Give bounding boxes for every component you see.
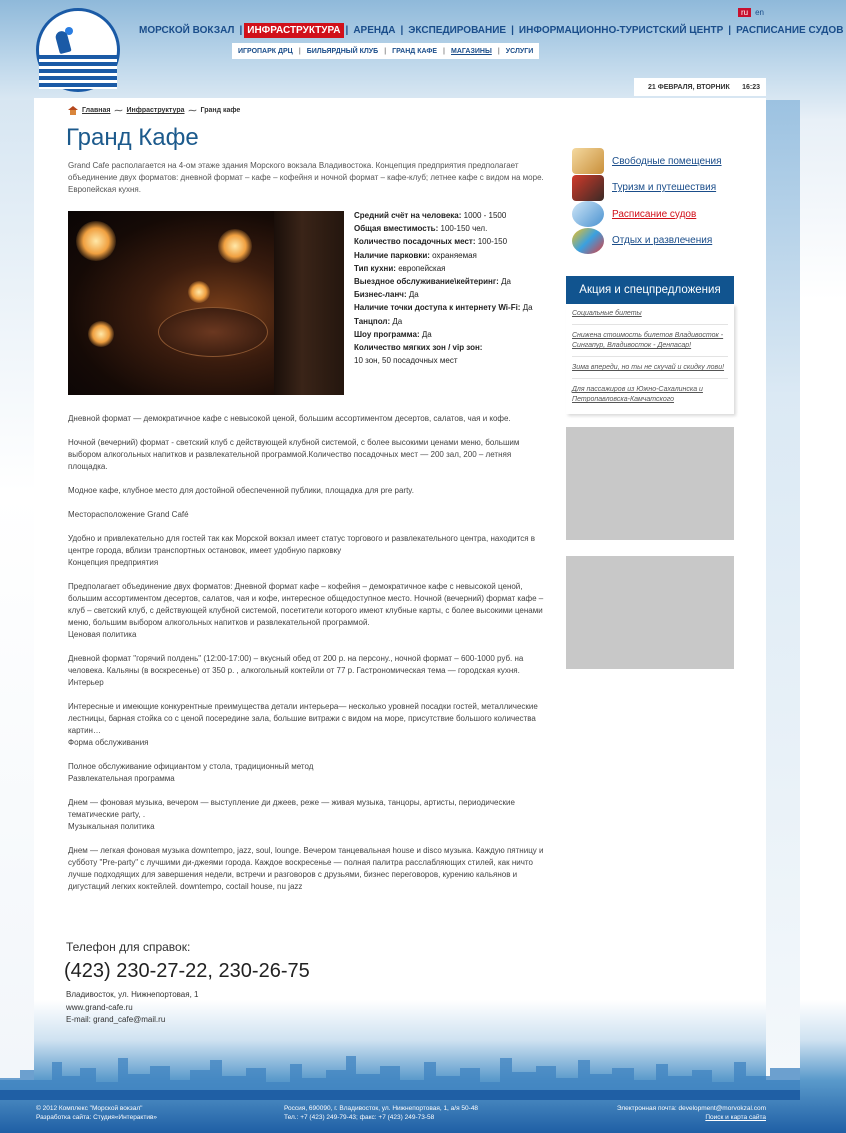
breadcrumb-home[interactable]: Главная: [82, 107, 111, 114]
footer-address: Россия, 690090, г. Владивосток, ул. Нижнепортовая, 1, а/я 50-48 Тел.: +7 (423) 249-79-43; факс: +7 (423) 249-73-58: [284, 1105, 479, 1121]
current-time: 16:23: [742, 83, 760, 91]
phone-label: Телефон для справок:: [66, 940, 191, 954]
subnav-separator: |: [443, 47, 445, 55]
site-logo[interactable]: [36, 8, 120, 92]
spec-row: Танцпол: Да: [354, 316, 403, 326]
intro-text: Grand Cafe располагается на 4-ом этаже здания Морского вокзала Владивостока. Концепция предприятия предполагает объединение двух форматов: дневной формат – кафе – кофейня и ночной формат – кафе-клуб; летнее кафе с видом на море. Европейская кухня.: [68, 161, 544, 194]
breadcrumb-current: Гранд кафе: [200, 107, 241, 114]
date-bar: [634, 78, 766, 96]
photo-drape: [274, 211, 344, 395]
breadcrumb-arrow-icon: ⁓: [114, 106, 123, 115]
subnav-item-shops[interactable]: МАГАЗИНЫ: [451, 47, 492, 55]
ad-banner[interactable]: [566, 427, 734, 540]
body-paragraph: Интересные и имеющие конкурентные преимущества детали интерьера— несколько уровней посадки гостей, металлические лестницы, барная стойка со с ценой посередине зала, большие витражи с видом на море, присутствие большого количества картин… Форма обслуживания: [68, 702, 538, 747]
nav-item-rent[interactable]: АРЕНДА: [353, 25, 396, 36]
body-paragraph: Месторасположение Grand Café: [68, 510, 189, 519]
sidebar-item-leisure[interactable]: Отдых и развлечения: [572, 228, 742, 255]
current-date: 21 ФЕВРАЛЯ, ВТОРНИК: [648, 83, 730, 91]
body-paragraph: Дневной формат — демократичное кафе с невысокой ценой, большим ассортиментом десертов, салатов, чая и кофе.: [68, 414, 511, 423]
language-switcher: [738, 8, 764, 17]
spec-row: Тип кухни: европейская: [354, 263, 446, 273]
contact-address: Владивосток, ул. Нижнепортовая, 1: [66, 990, 199, 999]
promo-list: [566, 304, 734, 414]
footer-developer[interactable]: Разработка сайта: Студия«Интерактив»: [36, 1114, 158, 1121]
sidebar-item-schedule[interactable]: Расписание судов: [572, 201, 742, 228]
city-skyline: [0, 1040, 800, 1100]
phone-number: (423) 230-27-22, 230-26-75: [64, 960, 310, 982]
footer-email[interactable]: Электронная почта: development@morvokzal.com: [616, 1105, 766, 1112]
nav-separator: |: [400, 25, 404, 36]
subnav-separator: |: [497, 47, 500, 55]
spec-row: Количество мягких зон / vip зон:: [354, 343, 483, 353]
promo-item[interactable]: Для пассажиров из Южно-Сахалинска и Петропавловска-Камчатского: [572, 386, 703, 403]
subnav-item-billiard[interactable]: БИЛЬЯРДНЫЙ КЛУБ: [306, 47, 379, 55]
body-paragraph: Удобно и привлекательно для гостей так как Морской вокзал имеет статус торгового и развлекательного центра, находится в центре города, вблизи транспортных остановок, имеет удобную парковку Концепция предприятия: [68, 534, 536, 567]
promo-item[interactable]: Снижена стоимость билетов Владивосток - Сингапур, Владивосток - Денпасар!: [572, 330, 728, 357]
subnav-separator: |: [384, 47, 387, 55]
photo-lamp: [218, 229, 252, 263]
photo-lamp: [88, 321, 114, 347]
contact-site[interactable]: www.grand-cafe.ru: [66, 1002, 133, 1012]
sidebar-links: [572, 148, 742, 254]
subnav-item-grand-cafe[interactable]: ГРАНД КАФЕ: [392, 47, 438, 55]
photo-lamp: [76, 221, 116, 261]
breadcrumb: [68, 106, 240, 115]
promo-heading: Акция и спецпредложения: [566, 276, 734, 304]
contact-block: [66, 989, 198, 1027]
body-paragraph: Модное кафе, клубное место для достойной обеспеченной публики, площадка для pre party.: [68, 486, 414, 495]
body-paragraph: Дневной формат "горячий полдень" (12:00-17:00) – вкусный обед от 200 р. на персону., ночной формат – 600-1000 руб. на человека. Кальяны (в воскресенье) от 350 р. , алкогольный коктейли от 77 р. Гастрономическая тема — городская кухня. Интерьер: [68, 654, 524, 687]
body-paragraph: Ночной (вечерний) формат - светский клуб с действующей клубной системой, с более высокими ценами меню, большим выбором алкогольных напитков и развлекательной программой.Количество посадочных мест — 200 зал, 200 – летняя площадка.: [68, 438, 520, 471]
body-paragraph: Полное обслуживание официантом у стола, традиционный метод Развлекательная программа: [68, 762, 314, 783]
spec-row: 10 зон, 50 посадочных мест: [354, 356, 458, 366]
nav-separator: |: [511, 25, 514, 36]
sky-left-backdrop: [0, 100, 34, 1080]
footer-sitemap-link[interactable]: Поиск и карта сайта: [705, 1114, 766, 1121]
breadcrumb-section[interactable]: Инфраструктура: [126, 107, 185, 114]
sky-right-backdrop: [766, 100, 800, 1080]
sidebar-item-travel[interactable]: Туризм и путешествия: [572, 175, 742, 202]
nav-item-infrastructure[interactable]: ИНФРАСТРУКТУРА: [244, 23, 343, 38]
sub-nav: [232, 43, 539, 59]
subnav-item-services[interactable]: УСЛУГИ: [505, 47, 534, 55]
rooms-icon: [572, 148, 604, 174]
sidebar-item-rooms[interactable]: Свободные помещения: [572, 148, 742, 175]
nav-item-ship-schedule[interactable]: РАСПИСАНИЕ СУДОВ: [736, 25, 844, 36]
nav-item-sea-terminal[interactable]: МОРСКОЙ ВОКЗАЛ: [139, 25, 235, 36]
spec-row: Средний счёт на человека: 1000 - 1500: [354, 211, 507, 220]
spec-row: Бизнес-ланч: Да: [354, 290, 419, 300]
spec-row: Наличие точки доступа к интернету Wi-Fi: Да: [354, 303, 533, 313]
nav-separator: |: [728, 25, 732, 36]
nav-item-tourist-center[interactable]: ИНФОРМАЦИОННО-ТУРИСТСКИЙ ЦЕНТР: [518, 25, 724, 36]
home-icon[interactable]: [68, 106, 78, 115]
leisure-icon: [572, 228, 604, 254]
breadcrumb-arrow-icon: ⁓: [188, 106, 197, 115]
promo-item[interactable]: Социальные билеты: [572, 308, 728, 325]
body-paragraph: Днем — фоновая музыка, вечером — выступление ди джеев, реже — живая музыка, танцоры, артисты, периодические тематические party, . Музыкальная политика: [68, 798, 515, 831]
spec-row: Количество посадочных мест: 100-150: [354, 237, 508, 247]
spec-row: Выездное обслуживание\кейтеринг: Да: [354, 277, 511, 287]
body-paragraph: Днем — легкая фоновая музыка downtempo, jazz, soul, lounge. Вечером танцевальная house и disco музыка. Каждую пятницу и субботу "Pre-party" с лучшими ди-джеями города. Каждое воскресенье — полная палитра расслабляющих стилей, как ничто лучше подходящих для завершения недели, встречи и разговоров с друзьями, бизнес переговоров, курению кальянов и дигустаций легких коктейлей. downtempo, coctail house, nu jazz: [68, 846, 544, 891]
subnav-separator: |: [298, 47, 301, 55]
specs-list: [354, 209, 554, 367]
contact-email[interactable]: E-mail: grand_cafe@mail.ru: [66, 1015, 166, 1024]
logo-waves: [39, 55, 117, 89]
promo-item[interactable]: Зима впереди, но ты не скучай и скидку лови!: [572, 362, 728, 379]
footer-copyright: © 2012 Комплекс "Морской вокзал": [36, 1105, 143, 1112]
ad-banner[interactable]: [566, 556, 734, 669]
footer-right: [617, 1104, 766, 1122]
lang-en[interactable]: en: [755, 8, 764, 17]
nav-separator: |: [345, 25, 349, 36]
nav-item-forwarding[interactable]: ЭКСПЕДИРОВАНИЕ: [408, 25, 507, 36]
travel-icon: [572, 175, 604, 201]
lang-ru[interactable]: ru: [738, 8, 751, 17]
spec-row: Общая вместимость: 100-150 чел.: [354, 224, 488, 234]
subnav-item-igropark[interactable]: ИГРОПАРК ДРЦ: [238, 47, 293, 55]
spec-row: Наличие парковки: охраняемая: [354, 250, 477, 260]
main-nav: [136, 23, 846, 38]
footer-left: [36, 1104, 157, 1122]
cafe-photo: [68, 211, 344, 395]
article-body: [68, 413, 546, 893]
page-title: Гранд Кафе: [66, 124, 199, 151]
ship-schedule-icon: [572, 201, 604, 227]
footer: [0, 1095, 800, 1133]
nav-separator: |: [239, 25, 243, 36]
photo-table: [158, 307, 268, 357]
spec-row: Шоу программа: Да: [354, 329, 432, 339]
photo-lamp: [188, 281, 210, 303]
body-paragraph: Предполагает объединение двух форматов: Дневной формат кафе – кофейня – демократичное кафе с невысокой ценой, большим ассортиментом десертов, салатов, чая и кофе, интересное общедоступное место. Ночной (вечерний) формат кафе – клуб – светский клуб, с действующей клубной системой, посетители которого имеют клубные карты, с более высокими ценами меню, большим выбором алкогольных напитков и развлекательной программой. Ценовая политика: [68, 582, 544, 639]
